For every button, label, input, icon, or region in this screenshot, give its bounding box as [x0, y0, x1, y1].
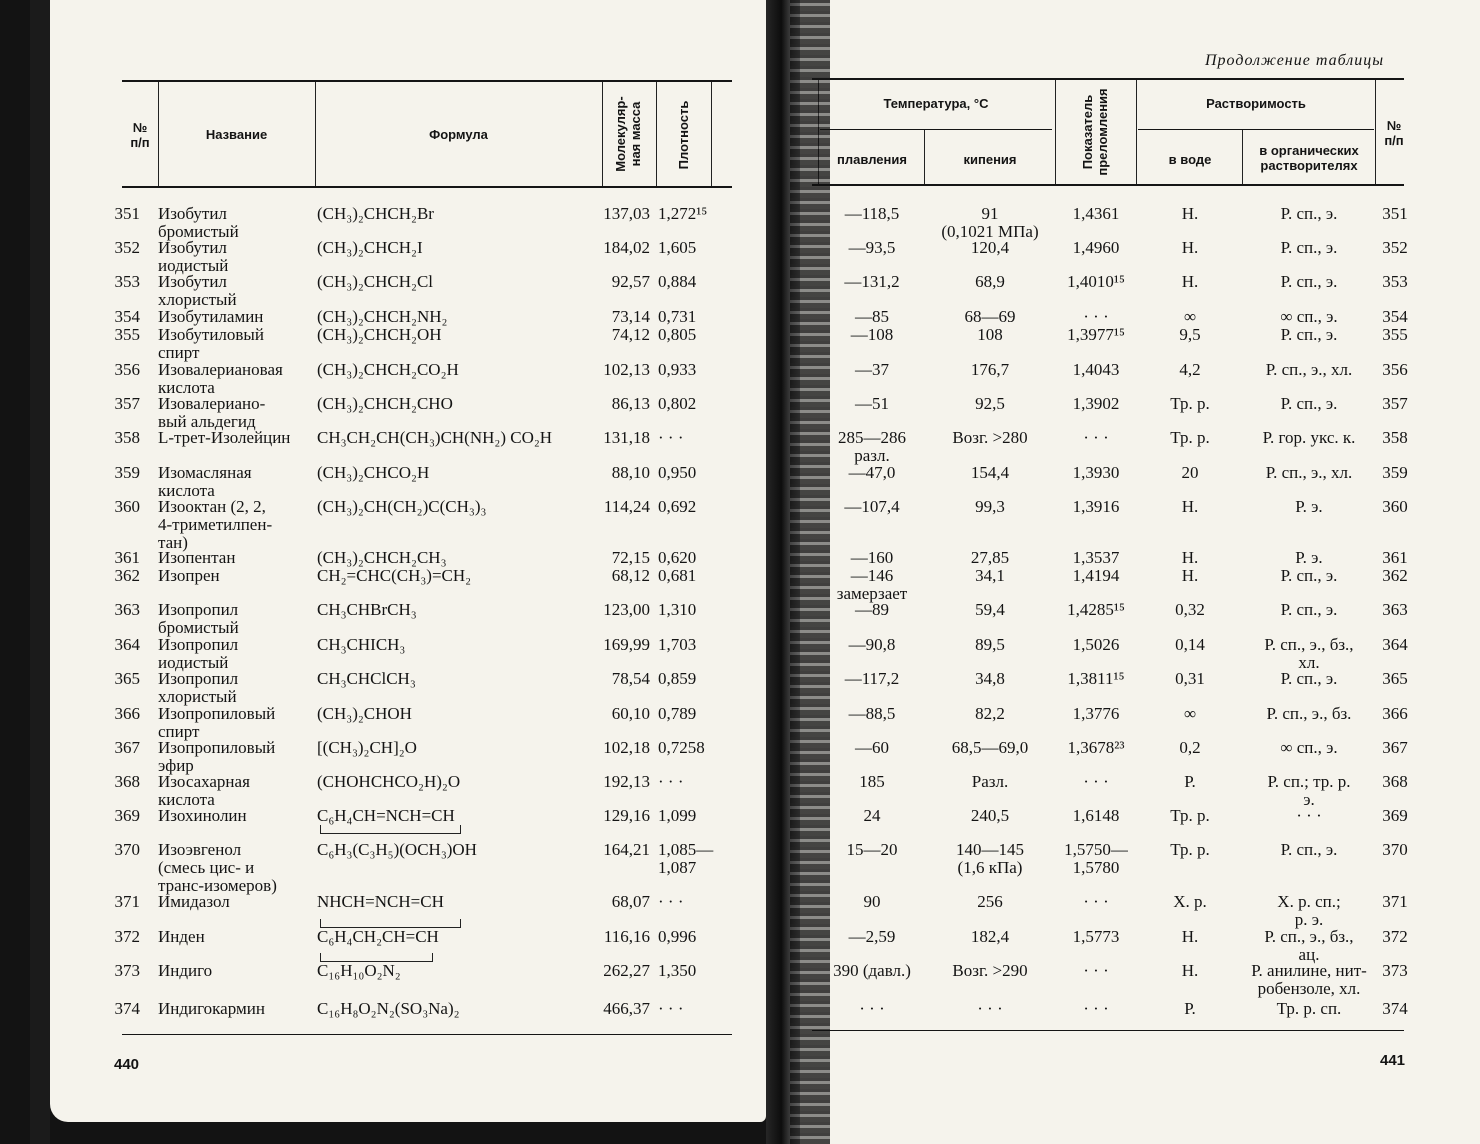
solubility-organic: Р. сп., э. [1280, 238, 1338, 257]
row-number-right: 356 [1382, 360, 1408, 379]
density-value: · · · [658, 428, 684, 447]
solubility-water: Тр. р. [1170, 428, 1210, 447]
melting-point: —160 [850, 548, 894, 567]
header-in-organic: в органических растворителях [1259, 143, 1359, 173]
molecular-mass: 131,18 [603, 428, 650, 447]
compound-formula: CH₃CHICH₃ [317, 635, 406, 654]
compound-formula: (CH₃)₂CH(CH₂)C(CH₃)₃ [317, 497, 487, 516]
row-number: 365 [114, 669, 140, 688]
header-density: Плотность [676, 100, 691, 170]
solubility-organic: Р. э. [1295, 497, 1323, 516]
solubility-water: Тр. р. [1170, 394, 1210, 413]
molecular-mass: 114,24 [603, 497, 650, 516]
solubility-organic: Р. сп., э., бз. [1266, 704, 1352, 723]
row-number-right: 357 [1382, 394, 1408, 413]
boiling-point: Возг. >280 [952, 428, 1028, 447]
compound-name: Изопропиловый спирт [158, 704, 276, 741]
row-number-right: 371 [1382, 892, 1408, 911]
boiling-point: 182,4 [970, 927, 1010, 946]
density-value: 0,802 [658, 394, 697, 413]
refractive-index: 1,5026 [1072, 635, 1120, 654]
ring-bond-line [320, 927, 460, 928]
melting-point: —117,2 [844, 669, 900, 688]
melting-point: —51 [855, 394, 889, 413]
solubility-water: Н. [1181, 497, 1199, 516]
row-number: 356 [114, 360, 140, 379]
right-page [800, 0, 1480, 1144]
density-value: · · · [658, 892, 684, 911]
header-temperature: Температура, °С [883, 96, 989, 111]
ring-bond-tick [432, 953, 433, 962]
melting-point: —107,4 [844, 497, 900, 516]
solubility-organic: Р. сп., э. [1280, 204, 1338, 223]
row-number: 351 [114, 204, 140, 223]
compound-name: Изовалериановая кислота [158, 360, 283, 397]
solubility-water: Н. [1181, 566, 1199, 585]
compound-formula: C₁₆H₁₀O₂N₂ [317, 961, 401, 980]
row-number-right: 366 [1382, 704, 1408, 723]
table-bottom-rule [122, 1034, 732, 1035]
compound-formula: (CH₃)₂CHCH₂CHO [317, 394, 453, 413]
refractive-index: 1,3916 [1072, 497, 1120, 516]
molecular-mass: 184,02 [603, 238, 650, 257]
row-number: 372 [114, 927, 140, 946]
refractive-index: 1,4285¹⁵ [1067, 600, 1125, 619]
compound-name: Изопрен [158, 566, 220, 585]
ring-bond-line [320, 833, 460, 834]
compound-formula: CH₃CHClCH₃ [317, 669, 416, 688]
row-number: 369 [114, 806, 140, 825]
melting-point: 90 [863, 892, 881, 911]
compound-formula: C₆H₄CH=NCH=CH [317, 806, 455, 825]
density-value: 0,996 [658, 927, 697, 946]
molecular-mass: 262,27 [603, 961, 650, 980]
row-number: 362 [114, 566, 140, 585]
solubility-water: Р. [1184, 772, 1196, 791]
row-number: 361 [114, 548, 140, 567]
solubility-organic: ∞ сп., э. [1280, 307, 1338, 326]
solubility-water: Н. [1181, 272, 1199, 291]
row-number: 353 [114, 272, 140, 291]
solubility-water: 0,2 [1179, 738, 1201, 757]
molecular-mass: 116,16 [603, 927, 650, 946]
table-bottom-rule-right [812, 1030, 1404, 1031]
row-number: 360 [114, 497, 140, 516]
row-number-right: 372 [1382, 927, 1408, 946]
molecular-mass: 78,54 [611, 669, 650, 688]
melting-point: 390 (давл.) [833, 961, 911, 980]
left-margin-shadow [30, 0, 50, 1144]
header-boiling: кипения [963, 152, 1017, 167]
molecular-mass: 73,14 [611, 307, 650, 326]
solubility-organic: Р. э. [1295, 548, 1323, 567]
density-value: · · · [658, 772, 684, 791]
solubility-organic: Р. сп., э. [1280, 600, 1338, 619]
row-number: 358 [114, 428, 140, 447]
boiling-point: Возг. >290 [952, 961, 1028, 980]
row-number: 363 [114, 600, 140, 619]
row-number-right: 352 [1382, 238, 1408, 257]
row-number: 357 [114, 394, 140, 413]
row-number-right: 359 [1382, 463, 1408, 482]
row-number-right: 370 [1382, 840, 1408, 859]
header-formula: Формула [429, 127, 488, 142]
refractive-index: 1,3811¹⁵ [1067, 669, 1125, 688]
page-number-left: 440 [114, 1056, 140, 1073]
melting-point: · · · [859, 999, 885, 1018]
solubility-organic: Р. гор. укс. к. [1262, 428, 1356, 447]
boiling-point: 68—69 [964, 307, 1016, 326]
density-value: · · · [658, 999, 684, 1018]
solubility-organic: Р. сп., э., бз., хл. [1264, 635, 1354, 672]
density-value: 0,859 [658, 669, 697, 688]
molecular-mass: 72,15 [611, 548, 650, 567]
solubility-water: 9,5 [1179, 325, 1201, 344]
melting-point: —88,5 [848, 704, 896, 723]
boiling-point: 68,5—69,0 [951, 738, 1029, 757]
melting-point: —93,5 [848, 238, 896, 257]
boiling-point: 140—145 (1,6 кПа) [956, 840, 1024, 877]
compound-formula: CH₂=CHC(CH₃)=CH₂ [317, 566, 472, 585]
boiling-point: 154,4 [970, 463, 1010, 482]
density-value: 0,620 [658, 548, 697, 567]
row-number: 371 [114, 892, 140, 911]
row-number: 359 [114, 463, 140, 482]
density-value: 0,7258 [658, 738, 705, 757]
compound-name: Изобутиловый спирт [158, 325, 264, 362]
boiling-point: 92,5 [975, 394, 1005, 413]
molecular-mass: 86,13 [611, 394, 650, 413]
refractive-index: 1,6148 [1072, 806, 1120, 825]
boiling-point: 34,8 [975, 669, 1005, 688]
refractive-index: 1,3776 [1072, 704, 1120, 723]
ring-bond-tick [320, 953, 321, 962]
header-in-water: в воде [1168, 152, 1212, 167]
refractive-index: · · · [1083, 772, 1109, 791]
density-value: 0,789 [658, 704, 697, 723]
melting-point: 285—286 разл. [838, 428, 906, 465]
compound-name: Изобутил хлористый [158, 272, 237, 309]
solubility-organic: Р. сп., э. [1280, 394, 1338, 413]
density-value: 0,731 [658, 307, 697, 326]
solubility-organic: Р. сп., э. [1280, 325, 1338, 344]
header-solubility: Растворимость [1206, 96, 1306, 111]
continuation-caption: Продолжение таблицы [1205, 52, 1385, 69]
molecular-mass: 102,13 [603, 360, 650, 379]
molecular-mass: 68,12 [611, 566, 650, 585]
solubility-organic: Тр. р. сп. [1276, 999, 1342, 1018]
density-value: 1,605 [658, 238, 697, 257]
page-number-right: 441 [1380, 1052, 1406, 1069]
density-value: 1,272¹⁵ [658, 204, 708, 223]
row-number-right: 360 [1382, 497, 1408, 516]
solubility-water: Тр. р. [1170, 806, 1210, 825]
density-value: 1,350 [658, 961, 697, 980]
boiling-point: 91 (0,1021 МПа) [941, 204, 1039, 241]
row-number: 374 [114, 999, 140, 1018]
row-number: 368 [114, 772, 140, 791]
solubility-water: Х. р. [1173, 892, 1207, 911]
melting-point: 24 [863, 806, 881, 825]
melting-point: 15—20 [846, 840, 898, 859]
compound-name: L-трет-Изолейцин [158, 428, 291, 447]
row-number-right: 368 [1382, 772, 1408, 791]
melting-point: —146 замерзает [836, 566, 908, 603]
molecular-mass: 74,12 [611, 325, 650, 344]
refractive-index: · · · [1083, 999, 1109, 1018]
compound-formula: CH₃CHBrCH₃ [317, 600, 417, 619]
compound-name: Изопропил иодистый [158, 635, 239, 672]
solubility-organic: Р. сп., э., хл. [1265, 360, 1353, 379]
ring-bond-line [320, 961, 432, 962]
solubility-water: 4,2 [1179, 360, 1201, 379]
refractive-index: · · · [1083, 892, 1109, 911]
header-name: Название [205, 127, 268, 142]
scan-edge-noise [790, 0, 830, 1144]
molecular-mass: 68,07 [611, 892, 650, 911]
refractive-index: 1,4960 [1072, 238, 1120, 257]
refractive-index: 1,5750— 1,5780 [1064, 840, 1128, 877]
compound-formula: C₆H₃(C₃H₅)(OCH₃)OH [317, 840, 477, 859]
boiling-point: 108 [977, 325, 1003, 344]
refractive-index: 1,3678²³ [1067, 738, 1125, 757]
row-number: 355 [114, 325, 140, 344]
row-number-right: 355 [1382, 325, 1408, 344]
melting-point: —60 [855, 738, 889, 757]
compound-formula: (CH₃)₂CHCH₂CO₂H [317, 360, 459, 379]
boiling-point: · · · [977, 999, 1003, 1018]
solubility-water: Н. [1181, 961, 1199, 980]
compound-name: Изопропил хлористый [158, 669, 239, 706]
boiling-point: 82,2 [975, 704, 1005, 723]
compound-formula: (CH₃)₂CHCH₂OH [317, 325, 442, 344]
solubility-organic: Р. сп., э., хл. [1265, 463, 1353, 482]
refractive-index: 1,4043 [1072, 360, 1120, 379]
compound-formula: (CH₃)₂CHCH₂Br [317, 204, 434, 223]
compound-formula: (CH₃)₂CHCH₂I [317, 238, 423, 257]
row-number: 373 [114, 961, 140, 980]
molecular-mass: 169,99 [603, 635, 650, 654]
compound-formula: [(CH₃)₂CH]₂O [317, 738, 417, 757]
boiling-point: Разл. [971, 772, 1009, 791]
molecular-mass: 192,13 [603, 772, 650, 791]
compound-name: Изооктан (2, 2, 4-триметилпен- тан) [158, 497, 273, 552]
row-number-right: 351 [1382, 204, 1408, 223]
compound-formula: NHCH=NCH=CH [317, 892, 444, 911]
boiling-point: 99,3 [975, 497, 1005, 516]
solubility-organic: ∞ сп., э. [1280, 738, 1338, 757]
density-value: 1,703 [658, 635, 697, 654]
solubility-organic: Р. сп., э. [1280, 566, 1338, 585]
molecular-mass: 60,10 [611, 704, 650, 723]
row-number-right: 361 [1382, 548, 1408, 567]
refractive-index: 1,4194 [1072, 566, 1120, 585]
row-number-right: 374 [1382, 999, 1408, 1018]
row-number: 367 [114, 738, 140, 757]
header-num-right: № п/п [1384, 118, 1404, 148]
left-page [50, 0, 766, 1122]
row-number: 364 [114, 635, 140, 654]
melting-point: —2,59 [848, 927, 896, 946]
solubility-water: Н. [1181, 238, 1199, 257]
refractive-index: · · · [1083, 961, 1109, 980]
solubility-water: 0,31 [1175, 669, 1205, 688]
boiling-point: 256 [977, 892, 1003, 911]
compound-name: Индигокармин [158, 999, 265, 1018]
solubility-organic: Р. анилине, нит- робензоле, хл. [1251, 961, 1367, 998]
molecular-mass: 102,18 [603, 738, 650, 757]
solubility-water: Р. [1184, 999, 1196, 1018]
compound-name: Изомасляная кислота [158, 463, 252, 500]
ring-bond-tick [320, 919, 321, 928]
compound-name: Изопропил бромистый [158, 600, 239, 637]
header-num: № п/п [130, 120, 150, 150]
density-value: 1,310 [658, 600, 697, 619]
compound-name: Изохинолин [158, 806, 247, 825]
refractive-index: 1,4361 [1072, 204, 1120, 223]
row-number-right: 353 [1382, 272, 1408, 291]
solubility-organic: Р. сп., э. [1280, 272, 1338, 291]
solubility-organic: Р. сп., э., бз., ац. [1264, 927, 1354, 964]
boiling-point: 68,9 [975, 272, 1005, 291]
solubility-water: 0,32 [1175, 600, 1205, 619]
boiling-point: 240,5 [970, 806, 1010, 825]
compound-formula: (CH₃)₂CHCH₂NH₂ [317, 307, 448, 326]
solubility-water: ∞ [1183, 704, 1197, 723]
compound-name: Изобутиламин [158, 307, 264, 326]
compound-formula: (CHOHCHCO₂H)₂O [317, 772, 461, 791]
compound-name: Имидазол [158, 892, 230, 911]
compound-name: Изопропиловый эфир [158, 738, 276, 775]
molecular-mass: 88,10 [611, 463, 650, 482]
density-value: 1,085— 1,087 [658, 840, 714, 877]
boiling-point: 120,4 [970, 238, 1010, 257]
compound-formula: (CH₃)₂CHCH₂Cl [317, 272, 434, 291]
melting-point: —47,0 [848, 463, 896, 482]
refractive-index: 1,5773 [1072, 927, 1120, 946]
molecular-mass: 466,37 [603, 999, 650, 1018]
melting-point: —131,2 [844, 272, 900, 291]
melting-point: —108 [850, 325, 894, 344]
density-value: 0,884 [658, 272, 697, 291]
row-number: 370 [114, 840, 140, 859]
density-value: 0,805 [658, 325, 697, 344]
melting-point: —85 [855, 307, 889, 326]
boiling-point: 176,7 [970, 360, 1010, 379]
header-melting: плавления [837, 152, 907, 167]
compound-name: Изосахарная кислота [158, 772, 250, 809]
solubility-water: ∞ [1183, 307, 1197, 326]
refractive-index: 1,3537 [1072, 548, 1120, 567]
solubility-water: 20 [1181, 463, 1199, 482]
refractive-index: · · · [1083, 428, 1109, 447]
row-number: 352 [114, 238, 140, 257]
ring-bond-tick [460, 825, 461, 834]
ring-bond-tick [460, 919, 461, 928]
solubility-organic: Р. сп., э. [1280, 669, 1338, 688]
melting-point: —118,5 [844, 204, 900, 223]
compound-name: Индиго [158, 961, 213, 980]
density-value: 1,099 [658, 806, 697, 825]
density-value: 0,692 [658, 497, 697, 516]
melting-point: —89 [855, 600, 889, 619]
header-molecular-mass: Молекуляр- ная масса [613, 96, 643, 172]
density-value: 0,681 [658, 566, 697, 585]
refractive-index: 1,3930 [1072, 463, 1120, 482]
refractive-index: 1,3902 [1072, 394, 1120, 413]
row-number-right: 365 [1382, 669, 1408, 688]
compound-name: Изобутил бромистый [158, 204, 239, 241]
molecular-mass: 129,16 [603, 806, 650, 825]
melting-point: —90,8 [848, 635, 896, 654]
row-number-right: 354 [1382, 307, 1408, 326]
density-value: 0,933 [658, 360, 697, 379]
boiling-point: 34,1 [975, 566, 1005, 585]
row-number-right: 367 [1382, 738, 1408, 757]
boiling-point: 27,85 [970, 548, 1010, 567]
compound-name: Изоэвгенол (смесь цис- и транс-изомеров) [158, 840, 277, 895]
melting-point: —37 [855, 360, 889, 379]
row-number-right: 362 [1382, 566, 1408, 585]
solubility-water: Н. [1181, 548, 1199, 567]
melting-point: 185 [859, 772, 885, 791]
compound-formula: (CH₃)₂CHCO₂H [317, 463, 430, 482]
molecular-mass: 164,21 [603, 840, 650, 859]
solubility-water: Н. [1181, 204, 1199, 223]
refractive-index: 1,3977¹⁵ [1067, 325, 1125, 344]
solubility-organic: Р. сп.; тр. р. э. [1267, 772, 1351, 809]
compound-formula: (CH₃)₂CHOH [317, 704, 412, 723]
molecular-mass: 123,00 [603, 600, 650, 619]
solubility-water: 0,14 [1175, 635, 1205, 654]
density-value: 0,950 [658, 463, 697, 482]
compound-formula: C₁₆H₈O₂N₂(SO₃Na)₂ [317, 999, 460, 1018]
solubility-organic: Х. р. сп.; р. э. [1277, 892, 1341, 929]
solubility-water: Н. [1181, 927, 1199, 946]
row-number-right: 369 [1382, 806, 1408, 825]
molecular-mass: 92,57 [611, 272, 650, 291]
compound-name: Инден [158, 927, 205, 946]
compound-name: Изовалериано- вый альдегид [158, 394, 266, 431]
header-refraction: Показатель преломления [1080, 88, 1110, 176]
row-number-right: 364 [1382, 635, 1408, 654]
solubility-organic: · · · [1296, 806, 1322, 825]
row-number: 354 [114, 307, 140, 326]
boiling-point: 59,4 [975, 600, 1005, 619]
compound-formula: CH₃CH₂CH(CH₃)CH(NH₂) CO₂H [317, 428, 553, 447]
row-number-right: 373 [1382, 961, 1408, 980]
compound-name: Изобутил иодистый [158, 238, 229, 275]
refractive-index: · · · [1083, 307, 1109, 326]
solubility-water: Тр. р. [1170, 840, 1210, 859]
boiling-point: 89,5 [975, 635, 1005, 654]
solubility-organic: Р. сп., э. [1280, 840, 1338, 859]
row-number-right: 358 [1382, 428, 1408, 447]
ring-bond-tick [320, 825, 321, 834]
molecular-mass: 137,03 [603, 204, 650, 223]
row-number: 366 [114, 704, 140, 723]
compound-formula: C₆H₄CH₂CH=CH [317, 927, 439, 946]
row-number-right: 363 [1382, 600, 1408, 619]
refractive-index: 1,4010¹⁵ [1067, 272, 1125, 291]
compound-formula: (CH₃)₂CHCH₂CH₃ [317, 548, 447, 567]
compound-name: Изопентан [158, 548, 236, 567]
